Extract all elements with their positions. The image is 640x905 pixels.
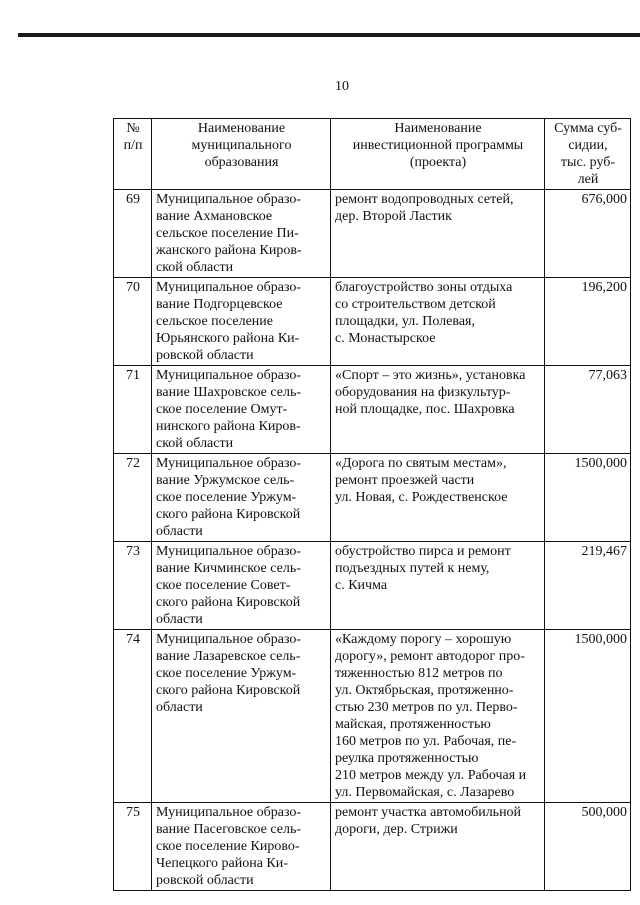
row-sum: 1500,000: [545, 630, 631, 803]
header-num: № п/п: [114, 119, 152, 190]
row-municipality: Муниципальное образо- вание Кичминское сель- ское поселение Совет- ского района Кировской области: [152, 542, 331, 630]
table-row: [114, 278, 631, 366]
row-program: благоустройство зоны отдыха со строительством детской площадки, ул. Полевая, с. Монастырское: [331, 278, 545, 366]
row-sum: 1500,000: [545, 454, 631, 542]
header-program: Наименование инвестиционной программы (проекта): [331, 119, 545, 190]
row-municipality: Муниципальное образо- вание Подгорцевское сельское поселение Юрьянского района Ки- ровской области: [152, 278, 331, 366]
row-municipality: Муниципальное образо- вание Уржумское сель- ское поселение Уржум- ского района Кировской области: [152, 454, 331, 542]
row-municipality: Муниципальное образо- вание Пасеговское сель- ское поселение Кирово- Чепецкого района Ки- ровской области: [152, 803, 331, 891]
row-num: 71: [114, 366, 152, 454]
table-row: [114, 190, 631, 278]
row-num: 72: [114, 454, 152, 542]
row-sum: 196,200: [545, 278, 631, 366]
table-row: [114, 542, 631, 630]
row-sum: 676,000: [545, 190, 631, 278]
row-municipality: Муниципальное образо- вание Шахровское сель- ское поселение Омут- нинского района Киров- ской области: [152, 366, 331, 454]
page-number: 10: [335, 79, 349, 94]
table-row: [114, 366, 631, 454]
row-program: ремонт участка автомобильной дороги, дер. Стрижи: [331, 803, 545, 891]
table-row: [114, 803, 631, 891]
row-num: 70: [114, 278, 152, 366]
row-program: «Каждому порогу – хорошую дорогу», ремонт автодорог про- тяженностью 812 метров по ул. Октябрьская, протяженно- стью 230 метров по ул. Перво- майская, протяженностью 160 метров по ул. Рабочая, пе- реулка протяженностью 210 метров между ул. Рабочая и ул. Первомайская, с. Лазарево: [331, 630, 545, 803]
row-municipality: Муниципальное образо- вание Ахмановское сельское поселение Пи- жанского района Киров- ской области: [152, 190, 331, 278]
row-num: 69: [114, 190, 152, 278]
subsidy-table: [113, 118, 631, 891]
row-sum: 77,063: [545, 366, 631, 454]
table-row: [114, 630, 631, 803]
header-municipality: Наименование муниципального образования: [152, 119, 331, 190]
table-row: [114, 454, 631, 542]
row-num: 73: [114, 542, 152, 630]
header-sum: Сумма суб- сидии, тыс. руб- лей: [545, 119, 631, 190]
row-num: 74: [114, 630, 152, 803]
row-program: обустройство пирса и ремонт подъездных путей к нему, с. Кичма: [331, 542, 545, 630]
row-municipality: Муниципальное образо- вание Лазаревское сель- ское поселение Уржум- ского района Кировской области: [152, 630, 331, 803]
row-sum: 219,467: [545, 542, 631, 630]
row-program: «Дорога по святым местам», ремонт проезжей части ул. Новая, с. Рождественское: [331, 454, 545, 542]
table-header-row: [114, 119, 631, 190]
row-program: «Спорт – это жизнь», установка оборудования на физкультур- ной площадке, пос. Шахровка: [331, 366, 545, 454]
row-num: 75: [114, 803, 152, 891]
row-sum: 500,000: [545, 803, 631, 891]
top-rule: [18, 33, 640, 37]
row-program: ремонт водопроводных сетей, дер. Второй Ластик: [331, 190, 545, 278]
